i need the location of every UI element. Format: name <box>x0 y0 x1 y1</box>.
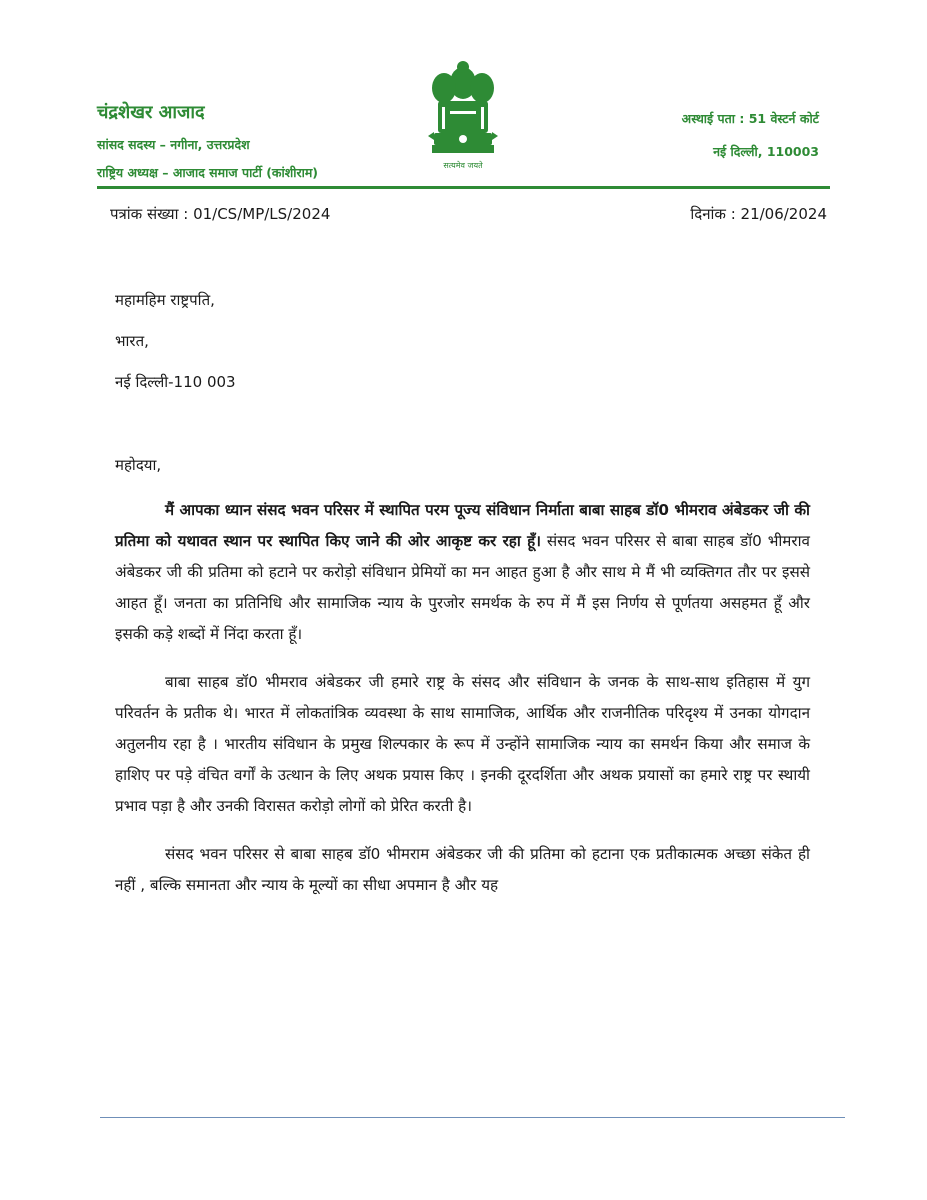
paragraph-1-rest: संसद भवन परिसर से बाबा साहब डॉ0 भीमराव अंबेडकर जी की प्रतिमा को हटाने पर करोड़ो संविधान प्रेमियों का मन आहत हुआ है और साथ मे मैं भी व्यक्तिगत तौर पर इससे आहत हूँ। जनता का प्रतिनिधि और सामाजिक न्याय के पुरजोर समर्थक के रुप में मैं इस निर्णय से पूर्णतया असहमत हूँ और इसकी कड़े शब्दों में निंदा करता हूँ। <box>115 532 810 643</box>
recipient-country: भारत, <box>115 332 149 350</box>
letter-body <box>115 495 810 918</box>
recipient-city: नई दिल्ली-110 003 <box>115 373 236 391</box>
paragraph-1-bold: मैं आपका ध्यान संसद भवन परिसर में स्थापित परम पूज्य संविधान निर्माता बाबा साहब डॉ0 भीमराव अंबेडकर जी की प्रतिमा को यथावत स्थान पर स्थापित किए जाने की ओर आकृष्ट कर रहा हूँ। <box>115 501 810 550</box>
paragraph-2: बाबा साहब डॉ0 भीमराव अंबेडकर जी हमारे राष्ट्र के संसद और संविधान के जनक के साथ-साथ इतिहास में युग परिवर्तन के प्रतीक थे। भारत में लोकतांत्रिक व्यवस्था के साथ सामाजिक, आर्थिक और राजनीतिक परिदृश्य में उनका योगदान अतुलनीय रहा है । भारतीय संविधान के प्रमुख शिल्पकार के रूप में उन्होंने सामाजिक न्याय का समर्थन किया और समाज के हाशिए पर पड़े वंचित वर्गों के उत्थान के लिए अथक प्रयास किए । इनकी दूरदर्शिता और अथक प्रयासों का हमारे राष्ट्र पर स्थायी प्रभाव पड़ा है और उनकी विरासत करोड़ो लोगों को प्रेरित करती है। <box>115 673 810 815</box>
footer-divider <box>100 1117 845 1118</box>
recipient-title: महामहिम राष्ट्रपति, <box>115 291 215 309</box>
recipient-address <box>115 290 236 413</box>
address-city: नई दिल्ली, 110003 <box>713 144 819 159</box>
letter-date: दिनांक : 21/06/2024 <box>690 205 827 223</box>
sender-party: राष्ट्रिय अध्यक्ष – आजाद समाज पार्टी (कांशीराम) <box>97 165 319 180</box>
letterhead-left <box>97 100 318 192</box>
paragraph-3: संसद भवन परिसर से बाबा साहब डॉ0 भीमराम अंबेडकर जी की प्रतिमा को हटाना एक प्रतीकात्मक अच्छा संकेत ही नहीं , बल्कि समानता और न्याय के मूल्यों का सीधा अपमान है और यह <box>115 845 810 894</box>
temporary-address: अस्थाई पता : 51 वेस्टर्न कोर्ट <box>681 111 819 126</box>
reference-number: पत्रांक संख्या : 01/CS/MP/LS/2024 <box>110 205 331 223</box>
paragraph-1 <box>115 495 810 650</box>
salutation: महोदया, <box>115 456 162 474</box>
sender-name: चंद्रशेखर आजाद <box>97 102 205 123</box>
header-divider <box>97 186 830 189</box>
letterhead-right <box>682 110 819 176</box>
sender-designation: सांसद सदस्य – नगीना, उत्तरप्रदेश <box>97 137 250 152</box>
emblem-motto: सत्यमेव जयते <box>443 161 483 170</box>
